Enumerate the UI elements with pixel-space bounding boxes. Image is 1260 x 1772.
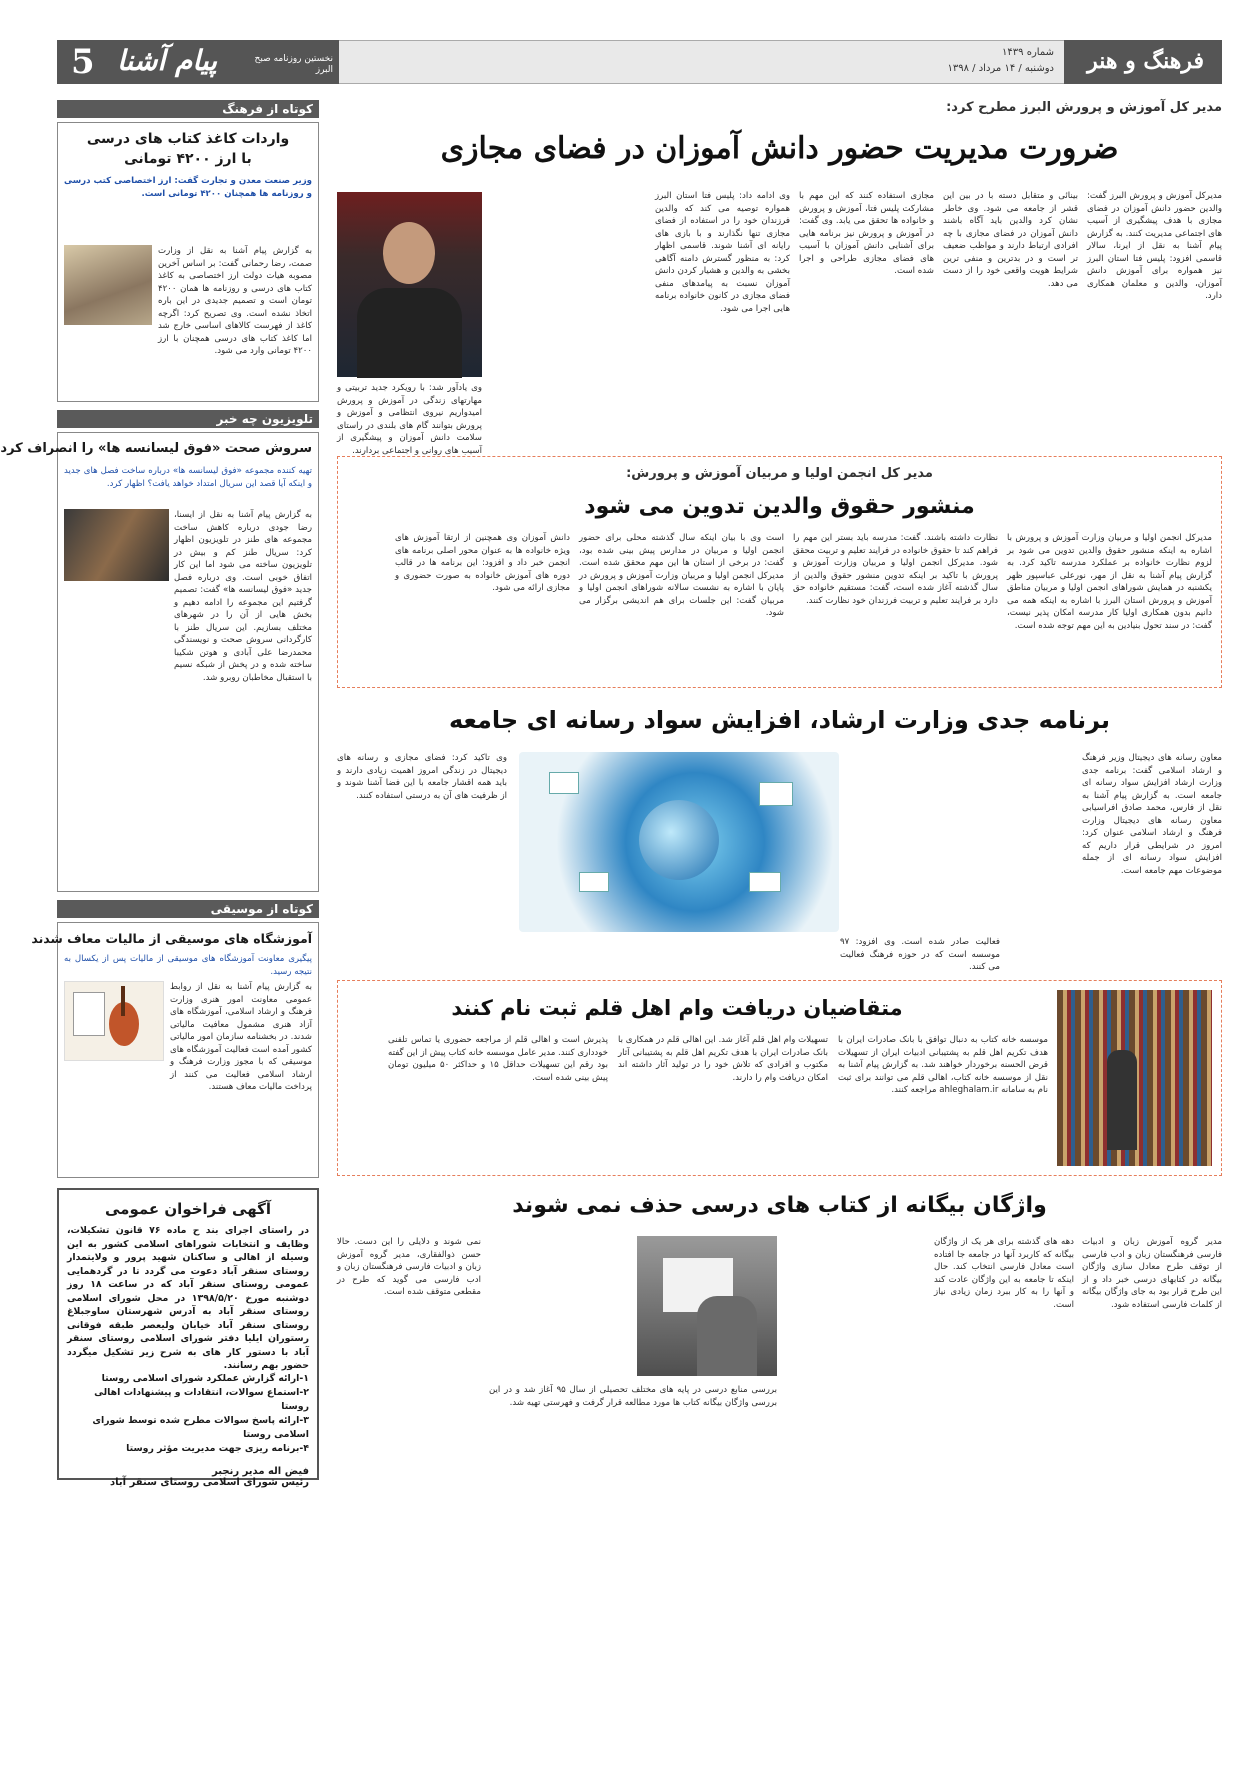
paper-body: به گزارش پیام آشنا به نقل از وزارت صمت، رضا رحمانی گفت: بر اساس آخرین مصوبه هیات دولت ارز اختصاصی به کاغذ کتاب های درسی و روزنامه ها همان ۴۲۰۰ تومان است و تصمیم جدیدی در این باره اتخاذ نشده است. وی تصریح کرد: اگرچه کاغذ از فهرست کالاهای اساسی خارج شد اما کاغذ کتاب های درسی همچنان با ارز ۴۲۰۰ تومانی وارد می شود.: [158, 246, 312, 356]
paper-sub: وزیر صنعت معدن و تجارت گفت: ارز اختصاصی کتب درسی و روزنامه ها همچنان ۴۲۰۰ تومانی است.: [64, 176, 312, 199]
paper-story: [57, 122, 319, 402]
words-student-photo: [637, 1236, 777, 1376]
pen-col-2: تسهیلات وام اهل قلم آغاز شد. این اهالی قلم در همکاری با بانک صادرات ایران با هدف تکریم اهل قلم به پشتیبانی آثار مکتوب و افرادی که تلاش خود را در تولید آثار داشته اند امکان دریافت وام را دارند.: [618, 1035, 828, 1083]
charter-col-2: نظارت داشته باشند. گفت: مدرسه باید بستر این مهم را فراهم کند تا حقوق خانواده در فرایند تعلیم و تربیت محقق شود. مدیرکل انجمن اولیا و مربیان وزارت آموزش و پرورش با تاکید بر اینکه تدوین منشور حقوق والدین از سال گذشته آغاز شده است، گفت: مستقیم خانواده حق دارد بر فرایند تعلیم و تربیت فرزندان خود نظارت کنند.: [793, 533, 998, 606]
words-col-1: مدیر گروه آموزش زبان و ادبیات فارسی فرهنگستان زبان و ادب فارسی از توقف طرح معادل سازی واژگان بیگانه در کتابهای درسی خبر داد و از این طرح قرار بود به جای واژگان بیگانه از کلمات فارسی استفاده شود.: [1082, 1237, 1222, 1310]
charter-col-1: مدیرکل انجمن اولیا و مربیان وزارت آموزش و پرورش با اشاره به اینکه منشور حقوق والدین تدوین می شود بر لزوم نظارت خانواده بر عملکرد مدرسه تاکید کرد. به گزارش پیام آشنا به نقل از مهر، نورعلی عباسپور ظهر یکشنبه در همایش شوراهای انجمن اولیا و مربیان مناطق آموزش و پرورش استان البرز با اشاره به اینکه همه می دانیم بدون همکاری اولیا کار مدرسه امکان پذیر نیست، گفت: در سند تحول بنیادین به این مهم توجه شده است.: [1007, 533, 1212, 631]
sidebar-section-tv: تلویزیون چه خبر: [57, 410, 319, 428]
lead-title: ضرورت مدیریت حضور دانش آموزان در فضای مجازی: [440, 131, 1119, 166]
lead-photo-official: [337, 192, 482, 377]
section-block: [1064, 40, 1222, 84]
music-sub: پیگیری معاونت آموزشگاه های موسیقی از مالیات پس از یکسال به نتیجه رسید.: [64, 954, 312, 977]
lead-col-1: مدیرکل آموزش و پرورش البرز گفت: والدین حضور دانش آموزان در فضای مجازی با هدف پیشگیری از آسیب های اجتماعی مدیریت کنند. به گزارش پیام آشنا به نقل از ایرنا، سالار قاسمی افزود: پلیس فتا استان البرز نیز همواره برای آموزش دانش آموزان، والدین و معلمان همکاری دارد.: [1087, 191, 1222, 301]
music-title: آموزشگاه های موسیقی از مالیات معاف شدند: [31, 931, 312, 946]
tv-body: به گزارش پیام آشنا به نقل از ایسنا، رضا جودی درباره کاهش ساخت مجموعه های طنز در تلویزیون اظهار کرد: سریال طنز کم و بیش در تلویزیون ساخته می شود اما این کار اتفاق خوبی است. وی درباره فصل جدید «فوق لیسانسه ها» گفت: تصمیم گرفتیم این مجموعه را ادامه دهیم و بخش هایی از آن را در شهرهای مختلف بسازیم. این سریال طنز با کارگردانی سروش صحت و نویسندگی محمدرضا علی آبادی و هوتن شکیبا ساخته شده و در پخش از شبکه نسیم با استقبال مخاطبان روبرو شد.: [174, 510, 312, 683]
notice-item: ۱-ارائه گزارش عملکرد شورای اسلامی روستا: [101, 1373, 309, 1384]
notice-signature: فیض اله مدیر رنجبر: [212, 1466, 309, 1477]
pen-bookstore-photo: [1057, 990, 1212, 1166]
brand-block: [57, 40, 339, 84]
words-col-2: دهه های گذشته برای هر یک از واژگان بیگانه که کاربرد آنها در جامعه جا افتاده است معادل فارسی انتخاب کند. حال اینکه تا جامعه به این واژگان عادت کند و آنها را به کار ببرد زمان زیادی نیاز است.: [934, 1237, 1074, 1310]
sidebar-section-music: کوتاه از موسیقی: [57, 900, 319, 918]
page-number: 5: [71, 42, 95, 82]
media-title: برنامه جدی وزارت ارشاد، افزایش سواد رسانه ای جامعه: [448, 706, 1111, 734]
pen-title: متقاضیان دریافت وام اهل قلم ثبت نام کنند: [451, 996, 903, 1020]
paper-title: واردات کاغذ کتاب های درسی با ارز ۴۲۰۰ تومانی: [86, 131, 290, 167]
words-title: واژگان بیگانه از کتاب های درسی حذف نمی شوند: [512, 1193, 1047, 1218]
pen-col-1: موسسه خانه کتاب به دنبال توافق با بانک صادرات ایران با هدف تکریم اهل قلم به پشتیبانی ادبیات ایران از تسهیلات قرض الحسنه برخوردار خواهند شد. به گزارش پیام آشنا به نقل از موسسه خانه کتاب، اهالی قلم می توانند برای ثبت نام به سامانه ahleghalam.ir مراجعه کنند.: [838, 1035, 1048, 1095]
lead-col-5: وی یادآور شد: با رویکرد جدید تربیتی و مهارتهای زندگی در آموزش و پرورش امیدواریم نیروی انتظامی و آموزش و پرورش بتوانند گام های بلندی در راستای سلامت دانش آموزان و پیشگیری از آسیب های روانی و اجتماعی بردارند.: [337, 383, 482, 456]
paper-photo: [64, 245, 152, 325]
notice-item: ۲-استماع سوالات، انتقادات و پیشنهادات اهالی روستا: [94, 1387, 309, 1412]
charter-title: منشور حقوق والدین تدوین می شود: [584, 494, 975, 519]
tagline: نخستین روزنامه صبح البرز: [254, 54, 333, 75]
section-title: فرهنگ و هنر: [1087, 48, 1204, 74]
charter-col-3: است وی با بیان اینکه سال گذشته محلی برای حضور انجمن اولیا و مربیان در مدارس پیش بینی شده بود، گفت: در برخی از استان ها این مهم محقق شده است. مدیرکل انجمن اولیا و مربیان وزارت آموزش و پرورش در پایان با اشاره به نشست سالانه شوراهای انجمن اولیا و مربیان گفت: این جلسات برای هم اندیشی برگزار می شود.: [579, 533, 784, 618]
lead-col-3: مجازی استفاده کنند که این مهم با مشارکت پلیس فتا، آموزش و پرورش و خانواده ها تحقق می یابد. وی گفت: در آموزش و پرورش نیز برنامه هایی برای آشنایی دانش آموزان با آسیب های فضای مجازی طراحی و اجرا شده است.: [799, 191, 934, 276]
sidebar: [0, 100, 319, 1522]
words-col-4: نمی شوند و دلایلی را این دست. حالا حسن ذوالفقاری، مدیر گروه آموزش زبان و ادبیات فارسی فرهنگستان زبان و ادب فارسی می گوید که طرح در مقطعی متوقف شده است.: [337, 1237, 481, 1297]
music-story: [31, 922, 319, 1178]
notice-item: ۴-برنامه ریزی جهت مدیریت مؤثر روستا: [126, 1443, 309, 1454]
tv-story: [0, 432, 319, 892]
charter-col-4: دانش آموزان وی همچنین از ارتقا آموزش های ویژه خانواده ها به عنوان محور اصلی برنامه های انجمن خبر داد و افزود: این برنامه ها در قالب دوره های آموزش خانواده به صورت حضوری و مجازی ارائه می شود.: [395, 533, 570, 593]
brand-logo: پیام آشنا: [117, 44, 218, 77]
issue-strip: [339, 40, 1064, 84]
public-notice: [57, 1188, 319, 1488]
charter-kicker: مدیر کل انجمن اولیا و مربیان آموزش و پرورش:: [626, 466, 933, 481]
masthead: [57, 40, 1222, 84]
lead-kicker: مدیر کل آموزش و پرورش البرز مطرح کرد:: [946, 100, 1222, 115]
issue-number: شماره ۱۴۳۹: [1002, 47, 1054, 58]
music-instrument-image: [64, 981, 164, 1061]
lead-col-4: وی ادامه داد: پلیس فتا استان البرز همواره توصیه می کند که والدین فرزندان خود را در استفاده از فضای مجازی تنها نگذارند و با بازی های رایانه ای آشنا شوند. قاسمی اظهار کرد: به منظور گسترش دامنه آگاهی بخشی به والدین و هشیار کردن دانش آموزان نسبت به پیامدهای منفی فضای مجازی در کانون خانواده برنامه هایی اجرا می شود.: [655, 191, 790, 314]
words-col-3: بررسی منابع درسی در پایه های مختلف تحصیلی از سال ۹۵ آغاز شد و در این بررسی واژگان بیگانه کتاب ها مورد مطالعه قرار گرفت و فهرستی تهیه شد.: [489, 1385, 777, 1408]
media-col-left: وی تاکید کرد: فضای مجازی و رسانه های دیجیتال در زندگی امروز اهمیت زیادی دارند و باید همه اقشار جامعه با این فضا آشنا شوند و از ظرفیت های آن به درستی استفاده کنند.: [337, 753, 507, 801]
media-col-2: فعالیت صادر شده است. وی افزود: ۹۷ موسسه است که در حوزه فرهنگ فعالیت می کنند.: [840, 937, 1000, 972]
pen-col-3: پذیرش است و اهالی قلم از مراجعه حضوری یا تماس تلفنی خودداری کنند. مدیر عامل موسسه خانه کتاب پیش از این گفته بود رقم این تسهیلات حداقل ۱۵ و حداکثر ۵۰ میلیون تومان پیش بینی شده است.: [388, 1035, 608, 1083]
lead-col-2: بینائی و متقابل دسته با در بین این قشر از جامعه می شود. وی خاطر نشان کرد والدین باید آگاه باشند دانش آموزان در فضای مجازی با چه افرادی ارتباط دارند و مواظب ضعیف تر است و در بدترین و منفی ترین شرایط هویت واقعی خود را از دست می دهد.: [943, 191, 1078, 289]
tv-title: سروش صحت «فوق لیسانسه ها» را انصراف کرد: [0, 441, 312, 456]
notice-body: در راستای اجرای بند ح ماده ۷۶ قانون تشکیلات، وظایف و انتخابات شوراهای اسلامی کشور به این وسیله از اهالی و ساکنان شهید پرور و ولایتمدار روستای سنقر آباد دعوت می گردد تا در گردهمایی عمومی روستای سنقر آباد که در ساعت ۱۸ روز دوشنبه مورخ ۱۳۹۸/۵/۲۰ در محل شورای اسلامی روستای سنقر آباد به آدرس شهرستان ساوجبلاغ روستای سنقر آباد خیابان ولیعصر طبقه فوقانی رستوران ایلیا دفتر شورای اسلامی روستای سنقر آباد با دستور کار های به شرح زیر تشکیل میگردد حضور بهم رسانند.: [67, 1225, 310, 1371]
tv-sub: تهیه کننده مجموعه «فوق لیسانسه ها» درباره ساخت فصل های جدید و اینکه آیا قصد این سریال امتداد خواهد یافت؟ اظهار کرد.: [64, 466, 312, 489]
notice-signature-title: رئیس شورای اسلامی روستای سنقر آباد: [110, 1477, 309, 1488]
tv-photo: [64, 509, 169, 581]
issue-date: دوشنبه / ۱۴ مرداد / ۱۳۹۸: [947, 63, 1054, 74]
sidebar-section-culture: کوتاه از فرهنگ: [57, 100, 319, 118]
music-body: به گزارش پیام آشنا به نقل از روابط عمومی معاونت امور هنری وزارت فرهنگ و ارشاد اسلامی، آموزشگاه های آزاد هنری مشمول معافیت مالیاتی شدند. در بخشنامه سازمان امور مالیاتی کشور آمده است فعالیت آموزشگاه های موسیقی که با مجوز وزارت فرهنگ و ارشاد اسلامی فعالیت می کنند از پرداخت مالیات معاف هستند.: [170, 982, 312, 1092]
media-network-image: [519, 752, 839, 932]
media-col-1: معاون رسانه های دیجیتال وزیر فرهنگ و ارشاد اسلامی گفت: برنامه جدی وزارت ارشاد افزایش سواد رسانه ای جامعه است. به گزارش پیام آشنا به نقل از فارس، محمد صادق افراسیابی معاون رسانه های دیجیتال وزارت فرهنگ و ارشاد اسلامی عنوان کرد: امروز در شرایطی قرار داریم که افزایش سواد رسانه ای از جمله موضوعات مهم جامعه است.: [1082, 753, 1222, 876]
notice-item: ۳-ارائه پاسخ سوالات مطرح شده توسط شورای اسلامی روستا: [92, 1415, 309, 1440]
notice-title: آگهی فراخوان عمومی: [104, 1200, 271, 1218]
